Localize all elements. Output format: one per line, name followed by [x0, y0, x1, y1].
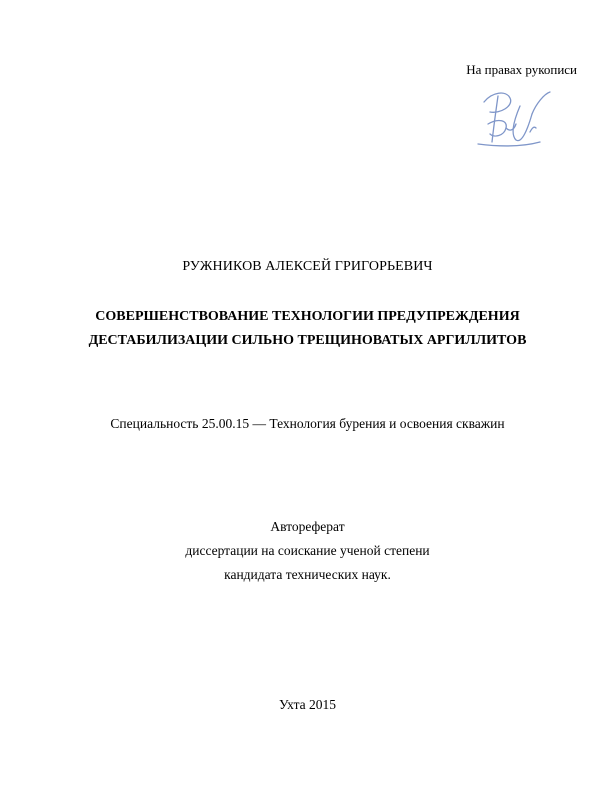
title-line-2: ДЕСТАБИЛИЗАЦИИ СИЛЬНО ТРЕЩИНОВАТЫХ АРГИЛЛИТОВ [88, 333, 527, 348]
signature-icon [470, 84, 562, 156]
rights-note: На правах рукописи [466, 62, 577, 77]
author-name: РУЖНИКОВ АЛЕКСЕЙ ГРИГОРЬЕВИЧ [182, 259, 433, 274]
dissertation-title [0, 305, 615, 353]
abstract-line-3: кандидата технических наук. [224, 567, 391, 582]
title-line-1: СОВЕРШЕНСТВОВАНИЕ ТЕХНОЛОГИИ ПРЕДУПРЕЖДЕНИЯ [95, 309, 520, 324]
abstract-line-2: диссертации на соискание ученой степени [185, 543, 430, 558]
abstract-block [0, 515, 615, 587]
abstract-line-1: Автореферат [270, 519, 345, 534]
specialty: Специальность 25.00.15 — Технология бурения и освоения скважин [110, 416, 505, 431]
place-year: Ухта 2015 [278, 697, 337, 712]
